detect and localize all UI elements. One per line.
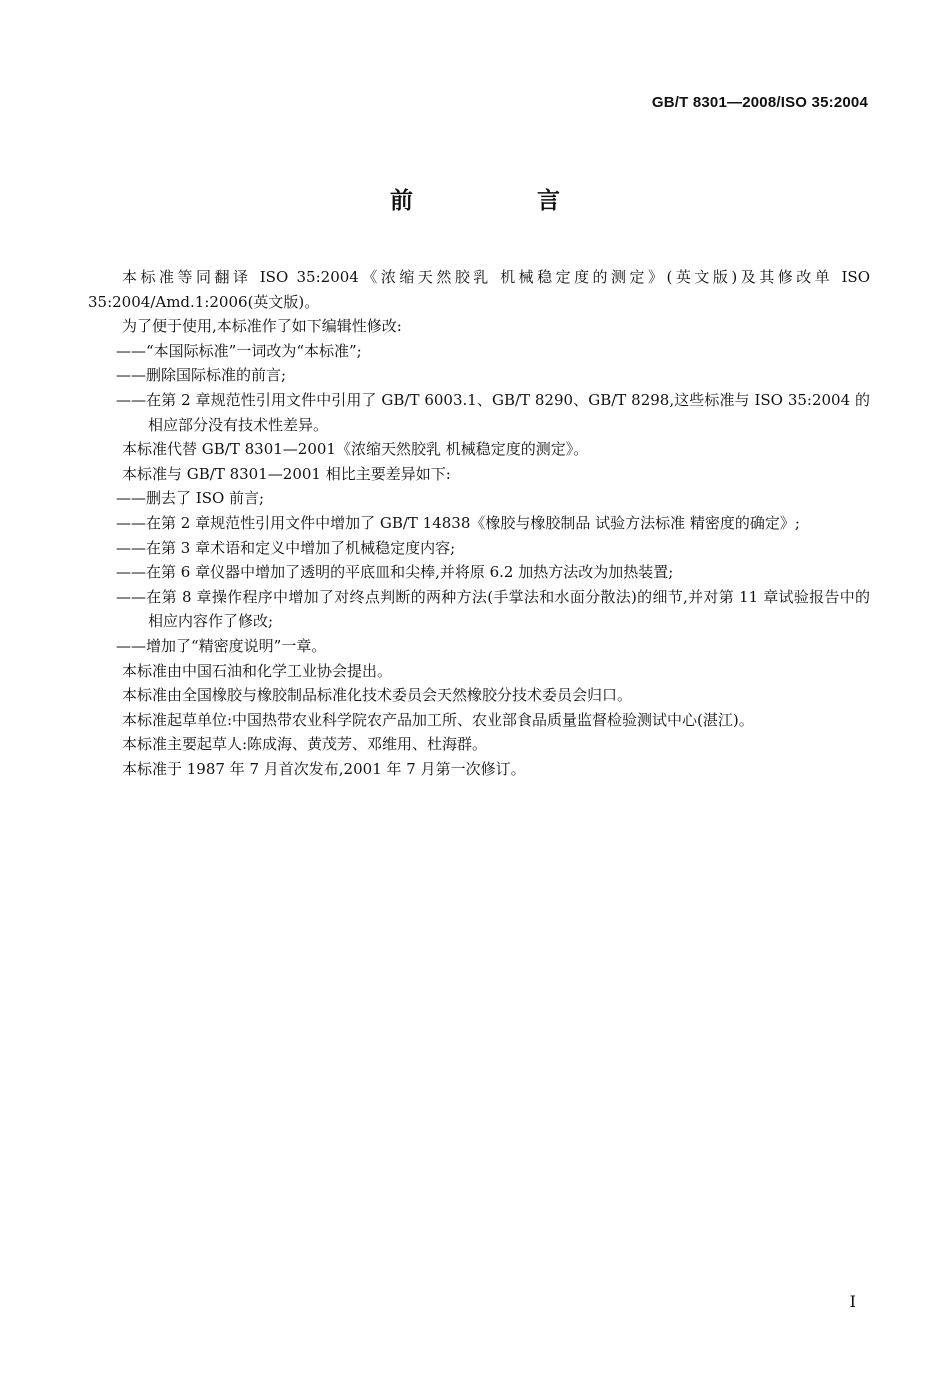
list-item: ——删去了 ISO 前言; <box>116 489 265 508</box>
paragraph-centralized-by: 本标准由全国橡胶与橡胶制品标准化技术委员会天然橡胶分技术委员会归口。 <box>122 686 633 705</box>
list-item: ——在第 2 章规范性引用文件中引用了 GB/T 6003.1、GB/T 8290、GB/T 8298,这些标准与 ISO 35:2004 的相应部分没有技术性差异。 <box>116 390 870 434</box>
list-item: ——增加了“精密度说明”一章。 <box>116 636 327 655</box>
paragraph-proposed-by: 本标准由中国石油和化学工业协会提出。 <box>122 661 393 680</box>
paragraph-drafting-units: 本标准起草单位:中国热带农业科学院农产品加工所、农业部食品质量监督检验测试中心(湛江)。 <box>122 710 754 729</box>
paragraph-adoption: 本标准等同翻译 ISO 35:2004《浓缩天然胶乳 机械稳定度的测定》(英文版)及其修改单 ISO 35:2004/Amd.1:2006(英文版)。 <box>88 268 870 311</box>
paragraph-editorial-intro: 为了便于使用,本标准作了如下编辑性修改: <box>122 317 402 336</box>
standard-code: GB/T 8301—2008/ISO 35:2004 <box>651 94 868 111</box>
list-item: ——在第 6 章仪器中增加了透明的平底皿和尖棒,并将原 6.2 加热方法改为加热装置; <box>116 563 674 582</box>
page-number: I <box>849 1292 856 1311</box>
list-item: ——在第 3 章术语和定义中增加了机械稳定度内容; <box>116 538 456 557</box>
list-item: ——在第 2 章规范性引用文件中增加了 GB/T 14838《橡胶与橡胶制品 试验方法标准 精密度的确定》; <box>116 513 800 532</box>
paragraph-history: 本标准于 1987 年 7 月首次发布,2001 年 7 月第一次修订。 <box>122 759 526 778</box>
paragraph-differences-intro: 本标准与 GB/T 8301—2001 相比主要差异如下: <box>122 464 451 483</box>
list-item: ——在第 8 章操作程序中增加了对终点判断的两种方法(手掌法和水面分散法)的细节,并对第 11 章试验报告中的相应内容作了修改; <box>116 587 870 631</box>
paragraph-drafters: 本标准主要起草人:陈成海、黄茂芳、邓维用、杜海群。 <box>122 735 488 754</box>
list-item: ——删除国际标准的前言; <box>116 366 287 385</box>
paragraph-replaces: 本标准代替 GB/T 8301—2001《浓缩天然胶乳 机械稳定度的测定》。 <box>122 440 589 459</box>
document-body <box>88 265 870 781</box>
list-item: ——“本国际标准”一词改为“本标准”; <box>116 341 362 360</box>
page-title: 前 言 <box>389 188 618 214</box>
